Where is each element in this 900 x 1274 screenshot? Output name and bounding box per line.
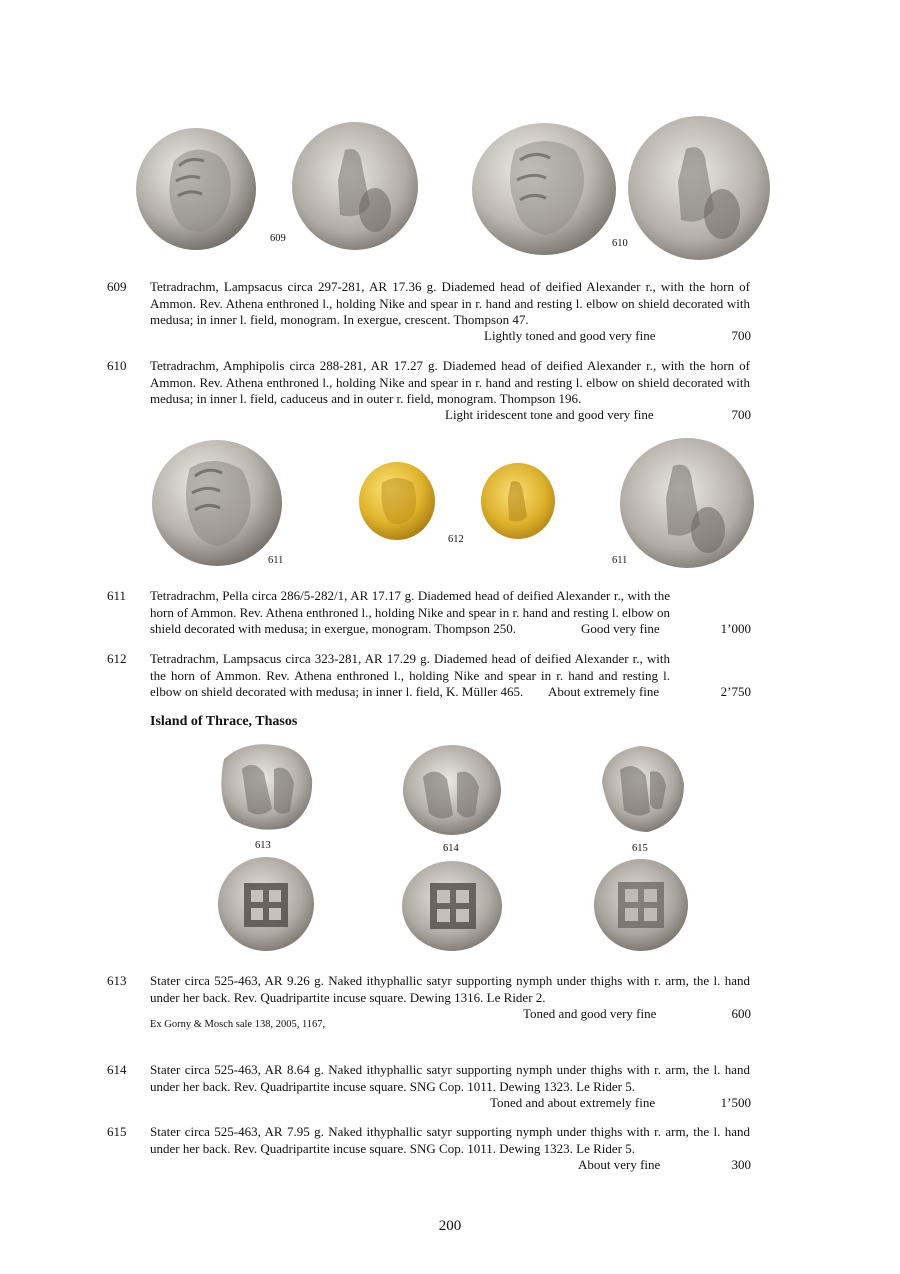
lot-grade: Good very fine	[581, 621, 660, 636]
section-heading: Island of Thrace, Thasos	[150, 714, 298, 729]
lot-provenance: Ex Gorny & Mosch sale 138, 2005, 1167,	[150, 1019, 326, 1030]
lot-grade: Light iridescent tone and good very fine	[445, 407, 654, 422]
lot-price: 1’500	[720, 1095, 751, 1110]
lot-number: 610	[107, 358, 127, 373]
lot-number: 615	[107, 1124, 127, 1139]
lot-description: Tetradrachm, Amphipolis circa 288-281, AR 17.27 g. Diademed head of deified Alexander r., with the horn of Ammon. Rev. Athena enthroned l., holding Nike and spear in r. hand and resting l. elbow on shield decorated with medusa; in inner l. field, caduceus and in outer r. field, monogram. Thompson 196.	[150, 358, 750, 406]
lot-price: 300	[731, 1157, 751, 1172]
coin-615-obverse-image	[594, 742, 688, 836]
coin-609-reverse-image	[290, 120, 420, 252]
coin-609-obverse-image	[134, 126, 259, 251]
coin-caption-613: 613	[255, 840, 271, 851]
coin-611-obverse-image	[150, 438, 284, 568]
coin-612-obverse-image	[357, 461, 437, 541]
coin-614-obverse-image	[401, 743, 503, 837]
lot-grade: Lightly toned and good very fine	[484, 328, 656, 343]
lot-grade: Toned and about extremely fine	[490, 1095, 656, 1110]
coin-610-obverse-image	[470, 120, 618, 258]
coin-caption-614: 614	[443, 843, 459, 854]
coin-613-reverse-image	[216, 855, 316, 953]
coin-610-reverse-image	[626, 114, 772, 262]
lot-description: Tetradrachm, Lampsacus circa 297-281, AR 17.36 g. Diademed head of deified Alexander r., with the horn of Ammon. Rev. Athena enthroned l., holding Nike and spear in r. hand and resting l. elbow on shield decorated with medusa; in inner l. field, monogram. In exergue, crescent. Thompson 47.	[150, 279, 750, 327]
lot-number: 609	[107, 279, 127, 294]
coin-caption-615: 615	[632, 843, 648, 854]
lot-price: 1’000	[720, 621, 751, 636]
coin-612-reverse-image	[479, 462, 557, 540]
coin-615-reverse-image	[592, 856, 690, 954]
lot-number: 613	[107, 973, 127, 988]
lot-number: 611	[107, 588, 127, 603]
lot-description: Tetradrachm, Pella circa 286/5-282/1, AR 17.17 g. Diademed head of deified Alexander r., with the horn of Ammon. Rev. Athena enthroned l., holding Nike and spear in r. hand and resting l. elbow on shield decorated with medusa; in exergue, monogram. Thompson 250.	[150, 588, 670, 636]
coin-611-reverse-image	[618, 436, 756, 570]
coin-613-obverse-image	[214, 739, 316, 833]
lot-description: Tetradrachm, Lampsacus circa 323-281, AR 17.29 g. Diademed head of deified Alexander r., with the horn of Ammon. Rev. Athena enthroned l., holding Nike and spear in r. hand and resting l. elbow on shield decorated with medusa; in inner l. field, K. Müller 465.	[150, 651, 670, 699]
coin-caption-611: 611	[268, 555, 284, 566]
lot-grade: Toned and good very fine	[523, 1006, 657, 1021]
page-number: 200	[438, 1218, 462, 1234]
lot-description: Stater circa 525-463, AR 7.95 g. Naked ithyphallic satyr supporting nymph under thighs with r. arm, the l. hand under her back. Rev. Quadripartite incuse square. SNG Cop. 1011. Dewing 1323. Le Rider 5.	[150, 1124, 750, 1156]
coin-caption-612: 612	[448, 534, 464, 545]
lot-price: 600	[731, 1006, 751, 1021]
coin-caption-610: 610	[612, 238, 628, 249]
lot-price: 700	[731, 328, 751, 343]
lot-grade: About very fine	[578, 1157, 661, 1172]
lot-number: 612	[107, 651, 127, 666]
lot-price: 700	[731, 407, 751, 422]
coin-caption-611-reverse: 611	[612, 555, 628, 566]
lot-description: Stater circa 525-463, AR 8.64 g. Naked ithyphallic satyr supporting nymph under thighs with r. arm, the l. hand under her back. Rev. Quadripartite incuse square. SNG Cop. 1011. Dewing 1323. Le Rider 5.	[150, 1062, 750, 1094]
coin-614-reverse-image	[400, 859, 504, 953]
lot-price: 2’750	[720, 684, 751, 699]
lot-grade: About extremely fine	[548, 684, 660, 699]
coin-caption-609: 609	[270, 233, 286, 244]
lot-description: Stater circa 525-463, AR 9.26 g. Naked ithyphallic satyr supporting nymph under thighs with r. arm, the l. hand under her back. Rev. Quadripartite incuse square. Dewing 1316. Le Rider 2.	[150, 973, 750, 1005]
lot-number: 614	[107, 1062, 127, 1077]
